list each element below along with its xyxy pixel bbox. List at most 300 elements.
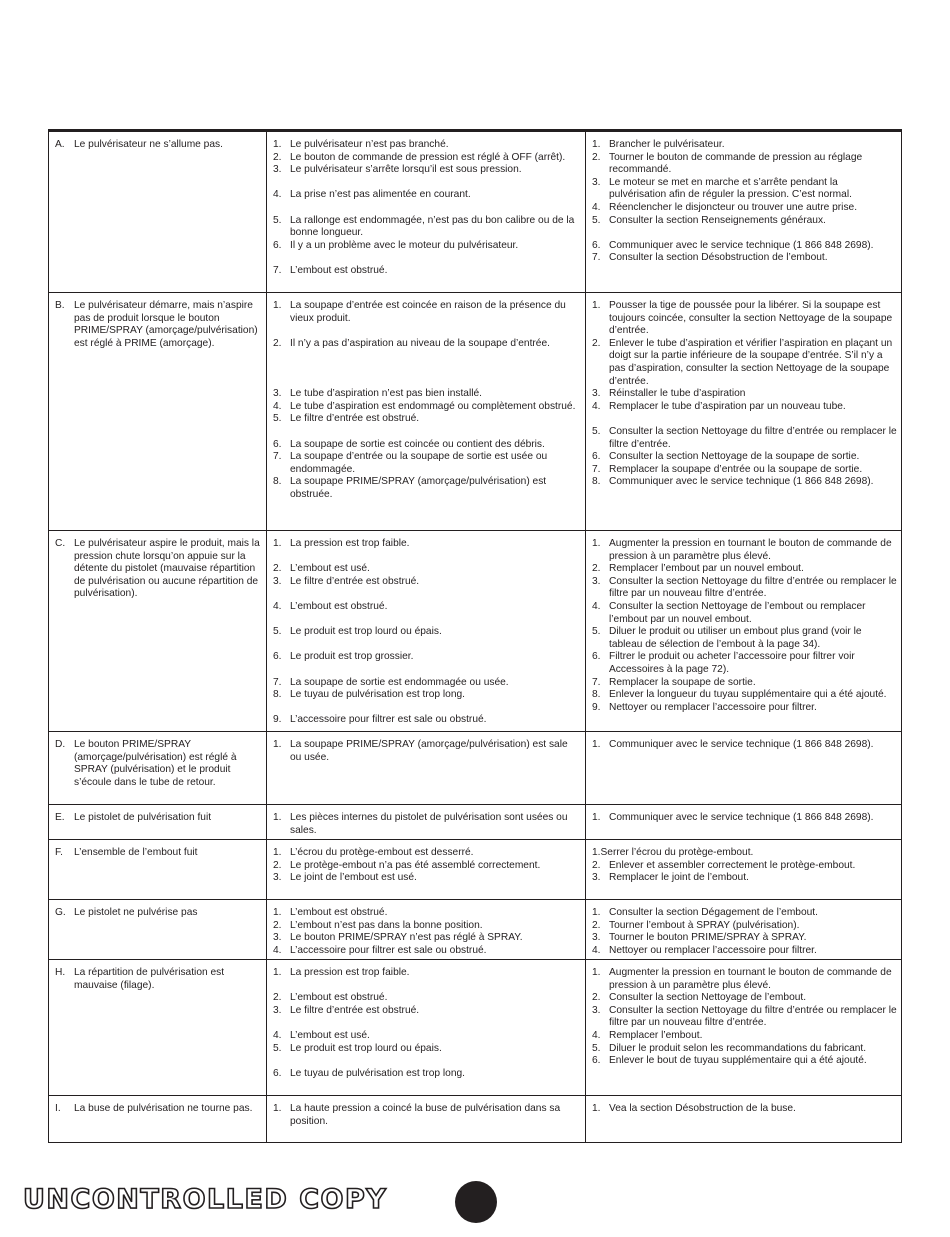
cause-cell	[266, 531, 585, 732]
spacer	[592, 227, 897, 240]
item-number: 1.	[273, 847, 282, 858]
solution-item	[592, 139, 897, 152]
item-text: L’embout est obstrué.	[290, 600, 388, 612]
page-number-dot	[455, 1181, 497, 1223]
item-text: Le bouton de commande de pression est réglé à OFF (arrêt).	[290, 151, 566, 163]
item-number: 7.	[592, 676, 601, 688]
cause-item	[273, 860, 579, 873]
item-number: 2.	[592, 337, 601, 349]
item-text: La soupape de sortie est endommagée ou usée.	[290, 676, 509, 688]
solution-item	[592, 476, 897, 489]
solution-item	[592, 1005, 897, 1030]
item-number: 3.	[592, 575, 601, 587]
item-text: Consulter la section Nettoyage de la soupape de sortie.	[609, 451, 860, 463]
item-number: 1.	[273, 538, 282, 549]
solution-item	[592, 945, 897, 958]
cause-item	[273, 932, 579, 945]
problem-letter: F.	[55, 847, 63, 858]
item-number: 5.	[273, 214, 282, 226]
item-text: Réinstaller le tube d’aspiration	[609, 388, 746, 400]
item-text: Les pièces internes du pistolet de pulvérisation sont usées ou sales.	[290, 812, 568, 836]
item-number: 4.	[592, 400, 601, 412]
item-text: L’embout est usé.	[290, 563, 370, 575]
item-number: 8.	[592, 476, 601, 488]
problem-text: La buse de pulvérisation ne tourne pas.	[74, 1103, 253, 1114]
solution-cell	[585, 900, 903, 962]
item-number: 6.	[592, 651, 601, 663]
item-text: Nettoyer ou remplacer l’accessoire pour filtrer.	[609, 701, 817, 713]
spacer	[273, 614, 579, 627]
cause-item	[273, 1043, 579, 1056]
item-text: La soupape de sortie est coincée ou contient des débris.	[290, 438, 545, 450]
item-number: 3.	[592, 176, 601, 188]
solution-item	[592, 847, 897, 860]
item-text: 1.Serrer l’écrou du protège-embout.	[592, 847, 754, 858]
item-number: 1.	[592, 812, 601, 823]
item-number: 6.	[273, 1067, 282, 1079]
solution-item	[592, 1043, 897, 1056]
item-text: Le tuyau de pulvérisation est trop long.	[290, 1067, 465, 1079]
solution-item	[592, 860, 897, 873]
item-text: Nettoyer ou remplacer l’accessoire pour filtrer.	[609, 944, 817, 956]
solution-cell	[585, 132, 903, 292]
problem-cell	[49, 960, 266, 1095]
cause-item	[273, 847, 579, 860]
table-row	[48, 132, 902, 293]
item-text: L’accessoire pour filtrer est sale ou obstrué.	[290, 714, 487, 726]
item-text: Remplacer la soupape de sortie.	[609, 676, 756, 688]
cause-item	[273, 215, 579, 240]
item-text: Diluer le produit ou utiliser un embout plus grand (voir le tableau de sélection de l’embout à la page 34).	[609, 626, 862, 650]
item-text: Consulter la section Désobstruction de l’embout.	[609, 252, 828, 264]
cause-item	[273, 739, 579, 764]
item-number: 2.	[273, 919, 282, 931]
item-number: 1.	[592, 300, 601, 311]
item-text: Brancher le pulvérisateur.	[609, 139, 725, 150]
problem-cell	[49, 732, 266, 804]
spacer	[273, 177, 579, 190]
solution-item	[592, 426, 897, 451]
cause-cell	[266, 293, 585, 530]
problem-cell	[49, 840, 266, 899]
item-text: Filtrer le produit ou acheter l’accessoire pour filtrer voir Accessoires à la page 72).	[609, 651, 855, 675]
spacer	[273, 1017, 579, 1030]
table-row	[48, 1096, 902, 1143]
problem-cell	[49, 900, 266, 962]
item-text: Le bouton PRIME/SPRAY n’est pas réglé à SPRAY.	[290, 932, 523, 944]
solution-item	[592, 812, 897, 825]
solution-item	[592, 451, 897, 464]
cause-item	[273, 626, 579, 639]
solution-item	[592, 907, 897, 920]
cause-item	[273, 338, 579, 351]
item-number: 4.	[273, 189, 282, 201]
table-row	[48, 732, 902, 805]
item-text: Consulter la section Nettoyage de l’embout ou remplacer l’embout par un nouvel embout.	[609, 600, 866, 625]
solution-item	[592, 538, 897, 563]
solution-item	[592, 626, 897, 651]
solution-item	[592, 338, 897, 388]
item-text: La rallonge est endommagée, n’est pas du bon calibre ou de la bonne longueur.	[290, 214, 575, 239]
solution-item	[592, 300, 897, 338]
spacer	[273, 376, 579, 389]
item-number: 6.	[273, 239, 282, 251]
cause-item	[273, 714, 579, 727]
item-text: Consulter la section Nettoyage de l’embout.	[609, 992, 807, 1004]
item-number: 1.	[273, 812, 282, 823]
item-number: 1.	[592, 739, 601, 750]
item-text: Consulter la section Dégagement de l’embout.	[609, 907, 818, 918]
cause-item	[273, 872, 579, 885]
item-number: 7.	[273, 676, 282, 688]
item-text: Consulter la section Nettoyage du filtre d’entrée ou remplacer le filtre d’entrée.	[609, 425, 897, 450]
cause-item	[273, 677, 579, 690]
cause-item	[273, 992, 579, 1005]
problem-cell	[49, 132, 266, 292]
solution-item	[592, 152, 897, 177]
problem-cell	[49, 1096, 266, 1142]
spacer	[273, 252, 579, 265]
cause-item	[273, 576, 579, 589]
solution-item	[592, 739, 897, 752]
item-text: Le filtre d’entrée est obstrué.	[290, 413, 420, 425]
item-text: Communiquer avec le service technique (1 866 848 2698).	[609, 812, 874, 823]
cause-item	[273, 1030, 579, 1043]
item-number: 9.	[592, 701, 601, 713]
cause-item	[273, 401, 579, 414]
item-number: 3.	[273, 164, 282, 176]
item-text: Remplacer l’embout.	[609, 1029, 703, 1041]
cause-item	[273, 907, 579, 920]
solution-item	[592, 388, 897, 401]
solution-cell	[585, 531, 903, 732]
table-row	[48, 805, 902, 840]
item-text: L’embout n’est pas dans la bonne position.	[290, 919, 483, 931]
solution-item	[592, 702, 897, 715]
item-text: Le produit est trop lourd ou épais.	[290, 626, 442, 638]
solution-item	[592, 1103, 897, 1116]
item-text: L’embout est usé.	[290, 1029, 370, 1041]
solution-item	[592, 215, 897, 228]
cause-item	[273, 945, 579, 958]
item-number: 2.	[592, 859, 601, 871]
solution-cell	[585, 293, 903, 530]
cause-item	[273, 476, 579, 501]
solution-item	[592, 872, 897, 885]
table-row	[48, 531, 902, 732]
item-number: 9.	[273, 714, 282, 726]
item-text: Augmenter la pression en tournant le bouton de commande de pression à un paramètre plus élevé.	[609, 967, 892, 991]
cause-item	[273, 265, 579, 278]
item-number: 2.	[592, 563, 601, 575]
solution-cell	[585, 732, 903, 804]
cause-item	[273, 689, 579, 702]
item-number: 3.	[592, 1004, 601, 1016]
item-text: Le filtre d’entrée est obstrué.	[290, 575, 420, 587]
item-text: Remplacer la soupape d’entrée ou la soupape de sortie.	[609, 463, 863, 475]
solution-cell	[585, 840, 903, 899]
problem-text: L’ensemble de l’embout fuit	[74, 847, 198, 858]
item-text: Communiquer avec le service technique (1 866 848 2698).	[609, 476, 874, 488]
solution-item	[592, 202, 897, 215]
spacer	[592, 413, 897, 426]
problem-cell	[49, 805, 266, 842]
item-text: Enlever et assembler correctement le protège-embout.	[609, 859, 856, 871]
cause-item	[273, 920, 579, 933]
solution-item	[592, 240, 897, 253]
item-text: Tourner le bouton PRIME/SPRAY à SPRAY.	[609, 932, 807, 944]
cause-item	[273, 388, 579, 401]
problem-letter: I.	[55, 1103, 61, 1114]
item-text: La soupape d’entrée est coincée en raison de la présence du vieux produit.	[290, 300, 566, 324]
item-text: La soupape PRIME/SPRAY (amorçage/pulvérisation) est sale ou usée.	[290, 739, 568, 763]
item-number: 2.	[592, 919, 601, 931]
item-number: 2.	[273, 859, 282, 871]
item-text: Le tube d’aspiration est endommagé ou complètement obstrué.	[290, 400, 576, 412]
item-number: 4.	[592, 1029, 601, 1041]
item-text: Remplacer le tube d’aspiration par un nouveau tube.	[609, 400, 846, 412]
item-number: 5.	[592, 425, 601, 437]
item-number: 3.	[592, 932, 601, 944]
item-text: Le produit est trop grossier.	[290, 651, 414, 663]
solution-item	[592, 1030, 897, 1043]
item-number: 4.	[273, 600, 282, 612]
solution-cell	[585, 960, 903, 1095]
solution-item	[592, 932, 897, 945]
spacer	[273, 551, 579, 564]
item-number: 6.	[273, 438, 282, 450]
spacer	[273, 664, 579, 677]
problem-letter: C.	[55, 538, 66, 549]
solution-item	[592, 689, 897, 702]
item-number: 1.	[592, 1103, 601, 1114]
cause-item	[273, 601, 579, 614]
item-text: Le tube d’aspiration n’est pas bien installé.	[290, 388, 482, 400]
item-text: Le joint de l’embout est usé.	[290, 872, 417, 884]
uncontrolled-copy-stamp: UNCONTROLLED COPY	[23, 1184, 388, 1215]
item-number: 6.	[592, 239, 601, 251]
item-text: Il y a un problème avec le moteur du pulvérisateur.	[290, 239, 519, 251]
item-number: 1.	[592, 139, 601, 150]
solution-item	[592, 563, 897, 576]
item-text: L’écrou du protège-embout est desserré.	[290, 847, 474, 858]
item-number: 1.	[273, 1103, 282, 1114]
item-number: 4.	[592, 201, 601, 213]
cause-item	[273, 439, 579, 452]
item-number: 4.	[273, 1029, 282, 1041]
item-number: 6.	[592, 451, 601, 463]
item-text: La soupape d’entrée ou la soupape de sortie est usée ou endommagée.	[290, 451, 548, 475]
table-row	[48, 900, 902, 960]
item-text: Consulter la section Nettoyage du filtre d’entrée ou remplacer le filtre par un nouveau filtre d’entrée.	[609, 575, 897, 600]
item-number: 2.	[273, 563, 282, 575]
item-number: 8.	[273, 476, 282, 488]
cause-item	[273, 1103, 579, 1128]
solution-cell	[585, 805, 903, 842]
item-text: La prise n’est pas alimentée en courant.	[290, 189, 471, 201]
solution-item	[592, 920, 897, 933]
spacer	[273, 350, 579, 363]
item-text: Il n’y a pas d’aspiration au niveau de la soupape d’entrée.	[290, 337, 550, 349]
item-text: Consulter la section Nettoyage du filtre d’entrée ou remplacer le filtre par un nouveau filtre d’entrée.	[609, 1004, 897, 1029]
item-number: 1.	[273, 739, 282, 750]
item-text: Augmenter la pression en tournant le bouton de commande de pression à un paramètre plus élevé.	[609, 538, 892, 562]
cause-item	[273, 451, 579, 476]
problem-text: Le bouton PRIME/SPRAY (amorçage/pulvérisation) est réglé à SPRAY (pulvérisation) et le produit s’écoule dans le tube de retour.	[74, 739, 237, 788]
item-number: 8.	[592, 689, 601, 701]
item-number: 5.	[273, 626, 282, 638]
solution-item	[592, 177, 897, 202]
cause-cell	[266, 1096, 585, 1142]
solution-item	[592, 252, 897, 265]
cause-item	[273, 139, 579, 152]
item-number: 4.	[592, 944, 601, 956]
spacer	[273, 702, 579, 715]
item-number: 7.	[592, 463, 601, 475]
spacer	[273, 426, 579, 439]
cause-item	[273, 1068, 579, 1081]
spacer	[273, 1055, 579, 1068]
solution-item	[592, 1055, 897, 1068]
problem-cell	[49, 531, 266, 732]
cause-item	[273, 300, 579, 325]
item-text: Pousser la tige de poussée pour la libérer. Si la soupape est toujours coincée, consulter la section Nettoyage de la soupape d’entrée.	[609, 300, 893, 337]
spacer	[273, 363, 579, 376]
item-text: L’embout est obstrué.	[290, 264, 388, 276]
item-text: Le tuyau de pulvérisation est trop long.	[290, 689, 465, 701]
problem-text: Le pistolet ne pulvérise pas	[74, 907, 198, 918]
item-text: Réenclencher le disjoncteur ou trouver une autre prise.	[609, 201, 858, 213]
item-number: 3.	[592, 872, 601, 884]
problem-text: Le pulvérisateur aspire le produit, mais la pression chute lorsqu’on appuie sur la détente du pistolet (mauvaise répartition de pulvérisation ou aucune répartition de pulvérisation).	[74, 538, 260, 600]
cause-cell	[266, 960, 585, 1095]
item-text: Le pulvérisateur n’est pas branché.	[290, 139, 449, 150]
item-text: Le protège-embout n’a pas été assemblé correctement.	[290, 859, 541, 871]
item-number: 1.	[273, 139, 282, 150]
cause-item	[273, 152, 579, 165]
table-row	[48, 293, 902, 531]
item-number: 2.	[592, 151, 601, 163]
item-text: Le filtre d’entrée est obstrué.	[290, 1004, 420, 1016]
item-text: Communiquer avec le service technique (1 866 848 2698).	[609, 739, 874, 750]
item-number: 6.	[273, 651, 282, 663]
problem-letter: H.	[55, 967, 66, 978]
item-number: 2.	[592, 992, 601, 1004]
problem-text: La répartition de pulvérisation est mauvaise (filage).	[74, 967, 225, 991]
item-number: 4.	[273, 944, 282, 956]
item-number: 5.	[592, 214, 601, 226]
item-number: 5.	[273, 413, 282, 425]
item-number: 3.	[592, 388, 601, 400]
cause-cell	[266, 732, 585, 804]
item-text: Diluer le produit selon les recommandations du fabricant.	[609, 1042, 867, 1054]
item-number: 2.	[273, 992, 282, 1004]
cause-cell	[266, 900, 585, 962]
item-text: Enlever le bout de tuyau supplémentaire qui a été ajouté.	[609, 1055, 867, 1067]
cause-item	[273, 812, 579, 837]
solution-cell	[585, 1096, 903, 1142]
solution-item	[592, 464, 897, 477]
item-text: Remplacer le joint de l’embout.	[609, 872, 749, 884]
item-text: Enlever le tube d’aspiration et vérifier l’aspiration en plaçant un doigt sur la partie inférieure de la soupape d’entrée. S’il n’y a pas d’aspiration, consulter la section Nettoyage de la soupape d’entrée.	[609, 337, 893, 387]
item-number: 3.	[273, 872, 282, 884]
problem-letter: D.	[55, 739, 66, 750]
item-number: 3.	[273, 932, 282, 944]
item-text: La pression est trop faible.	[290, 967, 410, 978]
spacer	[273, 202, 579, 215]
spacer	[273, 588, 579, 601]
cause-item	[273, 1005, 579, 1018]
cause-item	[273, 538, 579, 551]
spacer	[273, 980, 579, 993]
problem-letter: B.	[55, 300, 65, 311]
cause-item	[273, 240, 579, 253]
cause-item	[273, 189, 579, 202]
item-text: Vea la section Désobstruction de la buse.	[609, 1103, 796, 1114]
item-text: Tourner le bouton de commande de pression au réglage recommandé.	[609, 151, 863, 176]
solution-item	[592, 601, 897, 626]
cause-item	[273, 413, 579, 426]
table-row	[48, 840, 902, 900]
item-number: 7.	[273, 264, 282, 276]
table-row	[48, 960, 902, 1096]
item-text: La haute pression a coincé la buse de pulvérisation dans sa position.	[290, 1103, 561, 1127]
item-number: 5.	[592, 626, 601, 638]
item-text: La pression est trop faible.	[290, 538, 410, 549]
problem-letter: E.	[55, 812, 65, 823]
cause-cell	[266, 805, 585, 842]
solution-item	[592, 651, 897, 676]
item-text: Le moteur se met en marche et s’arrête pendant la pulvérisation afin de réguler la pression. C’est normal.	[609, 176, 852, 201]
item-text: Consulter la section Renseignements généraux.	[609, 214, 826, 226]
problem-letter: G.	[55, 907, 66, 918]
item-text: Le produit est trop lourd ou épais.	[290, 1042, 442, 1054]
problem-text: Le pulvérisateur ne s’allume pas.	[74, 139, 223, 150]
item-number: 4.	[592, 600, 601, 612]
problem-text: Le pulvérisateur démarre, mais n’aspire pas de produit lorsque le bouton PRIME/SPRAY (amorçage/pulvérisation) est réglé à PRIME (amorçage).	[74, 300, 258, 349]
cause-cell	[266, 132, 585, 292]
item-number: 3.	[273, 388, 282, 400]
cause-item	[273, 967, 579, 980]
item-number: 3.	[273, 575, 282, 587]
problem-letter: A.	[55, 139, 65, 150]
item-number: 7.	[273, 451, 282, 463]
item-text: Enlever la longueur du tuyau supplémentaire qui a été ajouté.	[609, 689, 887, 701]
item-number: 1.	[592, 907, 601, 918]
item-text: Remplacer l’embout par un nouvel embout.	[609, 563, 804, 575]
item-number: 1.	[592, 538, 601, 549]
problem-cell	[49, 293, 266, 530]
solution-item	[592, 967, 897, 992]
item-number: 2.	[273, 151, 282, 163]
item-text: Tourner l’embout à SPRAY (pulvérisation).	[609, 919, 800, 931]
item-number: 6.	[592, 1055, 601, 1067]
solution-item	[592, 677, 897, 690]
item-number: 1.	[273, 967, 282, 978]
item-number: 4.	[273, 400, 282, 412]
item-number: 5.	[592, 1042, 601, 1054]
item-number: 2.	[273, 337, 282, 349]
cause-cell	[266, 840, 585, 899]
item-number: 7.	[592, 252, 601, 264]
solution-item	[592, 992, 897, 1005]
troubleshooting-table	[48, 129, 902, 1143]
item-number: 1.	[273, 300, 282, 311]
problem-text: Le pistolet de pulvérisation fuit	[74, 812, 212, 823]
item-number: 3.	[273, 1004, 282, 1016]
item-number: 1.	[273, 907, 282, 918]
item-number: 8.	[273, 689, 282, 701]
